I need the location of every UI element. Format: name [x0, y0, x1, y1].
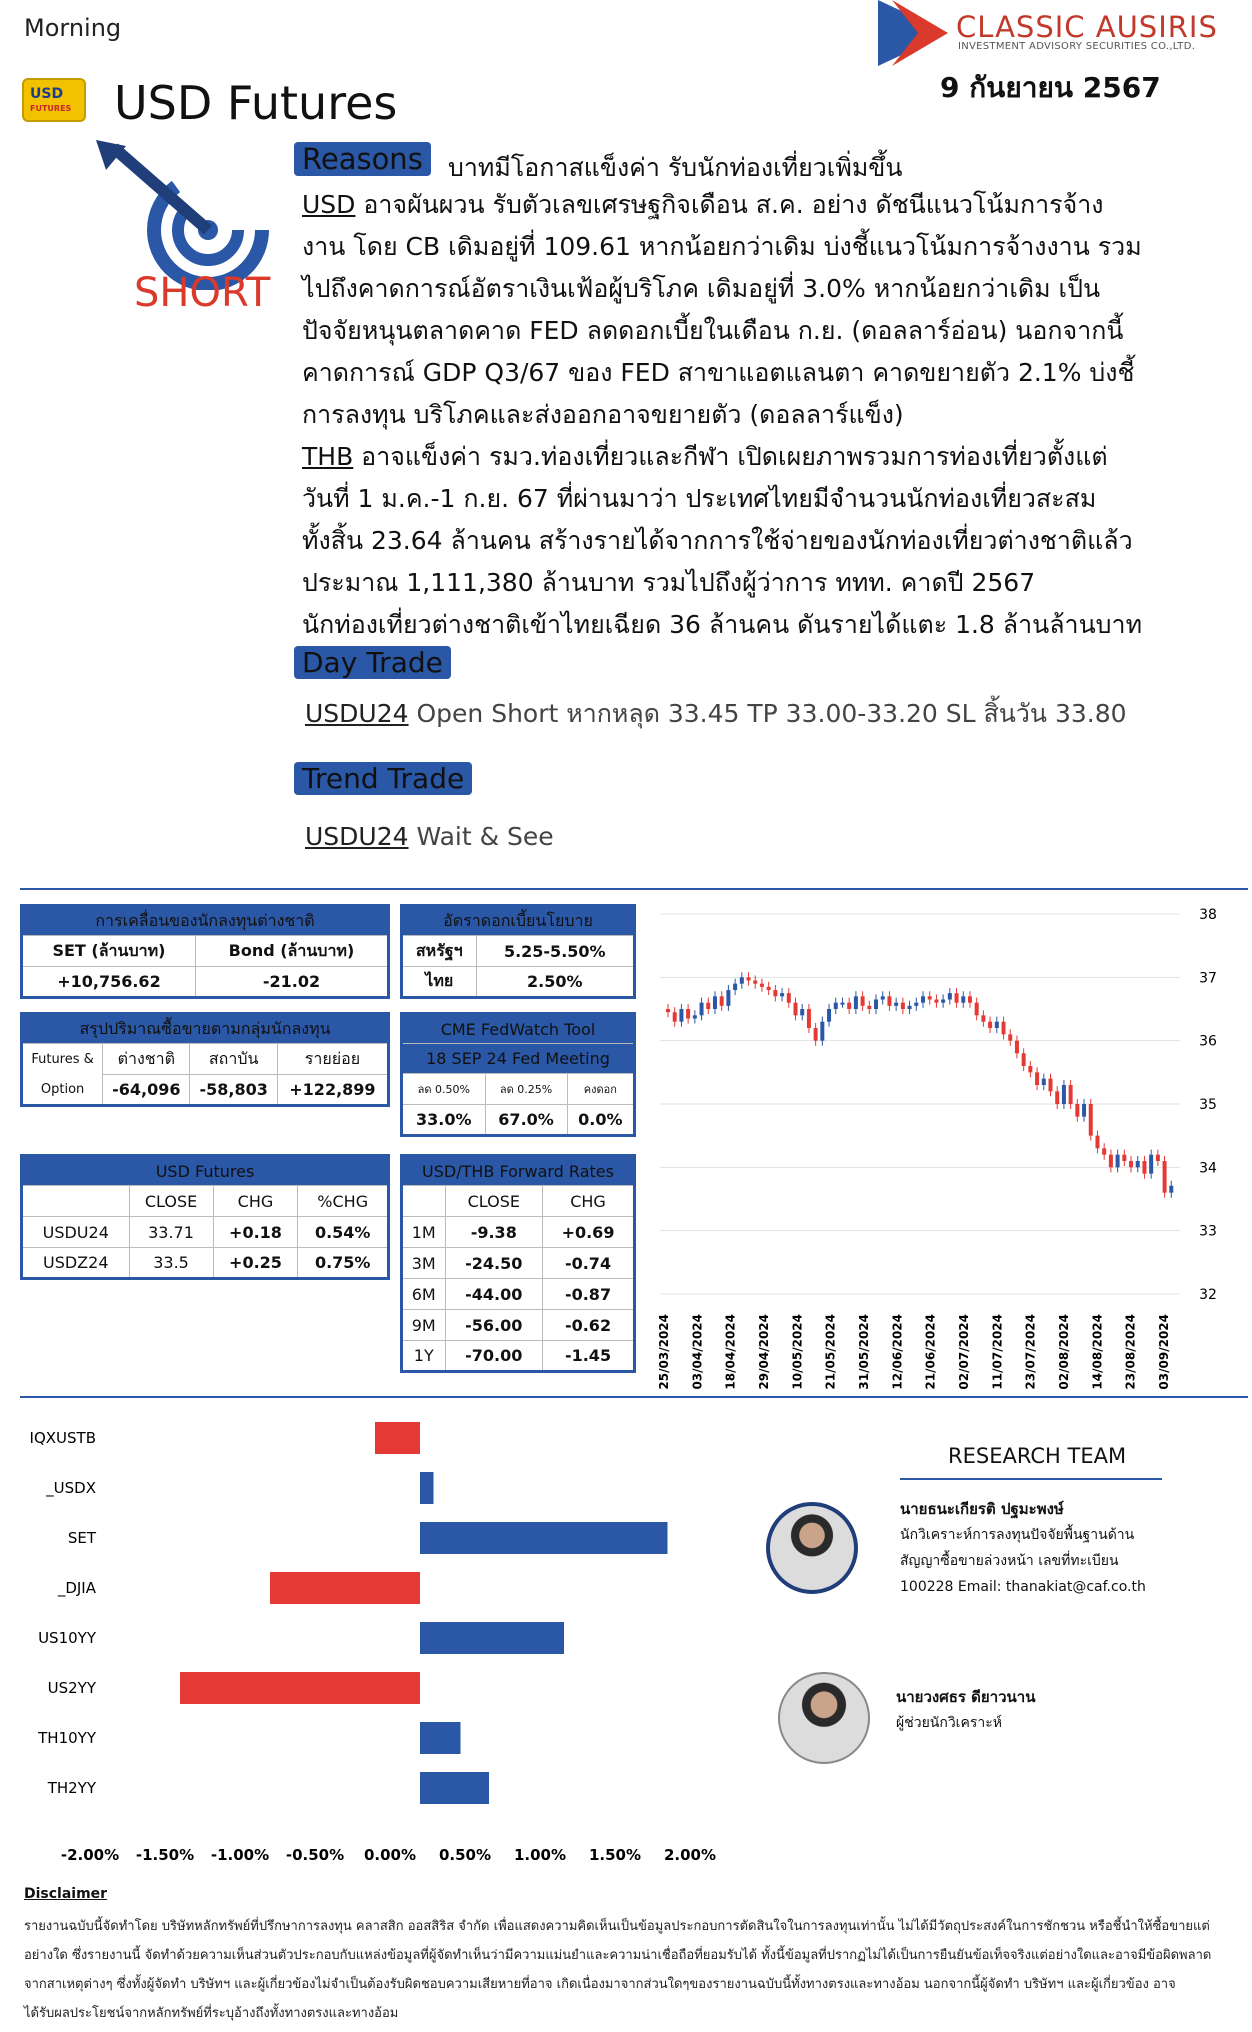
candle-body: [1028, 1066, 1032, 1072]
usd-futures-table: USD Futures CLOSE CHG %CHG USDU24 33.71 +0.18 0.54% USDZ24 33.5 +0.25 0.75%: [20, 1154, 390, 1280]
x-tick-label: 1.50%: [588, 1846, 642, 1864]
candle-body: [800, 1009, 804, 1015]
reasons-headline: บาทมีโอกาสแข็งค่า รับนักท่องเที่ยวเพิ่มขึ้น: [448, 153, 903, 182]
candle-body: [1109, 1155, 1113, 1168]
x-tick-label: -0.50%: [285, 1846, 345, 1864]
x-tick-label: 25/03/2024: [657, 1314, 671, 1390]
category-label: TH10YY: [38, 1729, 96, 1747]
candle-body: [706, 1003, 710, 1009]
candle-body: [1062, 1085, 1066, 1104]
thb-line-1: THB อาจแข็งค่า รมว.ท่องเที่ยวและกีฬา เปิดเผยภาพรวมการท่องเที่ยวตั้งแต่: [302, 442, 1108, 471]
candle-body: [814, 1028, 818, 1041]
reasons-tag: Reasons: [294, 142, 431, 176]
x-tick-label: 02/08/2024: [1057, 1314, 1071, 1390]
analyst-1-info: [900, 1496, 1146, 1600]
candle-body: [713, 996, 717, 1009]
candle-body: [840, 1003, 844, 1005]
category-label: _DJIA: [57, 1579, 96, 1597]
candle-body: [1002, 1022, 1006, 1035]
candle-body: [686, 1009, 690, 1019]
x-tick-label: 0.50%: [438, 1846, 492, 1864]
candle-body: [1089, 1104, 1093, 1136]
candle-body: [1169, 1186, 1173, 1193]
fedwatch-meeting: 18 SEP 24 Fed Meeting: [402, 1044, 635, 1074]
thb-line-2: วันที่ 1 ม.ค.-1 ก.ย. 67 ที่ผ่านมาว่า ประเทศไทยมีจำนวนนักท่องเที่ยวสะสม: [302, 484, 1097, 513]
candle-body: [995, 1022, 999, 1028]
table-row: 6M -44.00 -0.87: [402, 1279, 635, 1310]
candle-body: [921, 996, 925, 1002]
candle-body: [1163, 1161, 1167, 1193]
candle-body: [1142, 1161, 1146, 1174]
candle-body: [807, 1009, 811, 1028]
candle-body: [794, 1003, 798, 1016]
y-tick-label: 36: [1199, 1033, 1217, 1050]
candle-body: [941, 1000, 945, 1003]
x-tick-label: 18/04/2024: [723, 1314, 738, 1390]
usd-line-6: การลงทุน บริโภคและส่งออกอาจขยายตัว (ดอลลาร์แข็ง): [302, 400, 904, 429]
candle-body: [981, 1015, 985, 1021]
x-tick-label: 21/05/2024: [823, 1314, 838, 1390]
x-tick-label: 23/07/2024: [1023, 1314, 1038, 1390]
disclaimer-title: Disclaimer: [24, 1886, 108, 1902]
table-row: USDZ24 33.5 +0.25 0.75%: [22, 1248, 389, 1279]
usd-line-3: ไปถึงคาดการณ์อัตราเงินเฟ้อผู้บริโภค เดิมอยู่ที่ 3.0% หากน้อยกว่าเดิม เป็น: [302, 274, 1101, 303]
usd-line-4: ปัจจัยหนุนตลาดคาด FED ลดดอกเบี้ยในเดือน ก.ย. (ดอลลาร์อ่อน) นอกจากนี้: [302, 316, 1124, 345]
bar: [180, 1672, 420, 1704]
candle-body: [867, 1006, 871, 1009]
forward-rates-table: USD/THB Forward Rates CLOSE CHG 1M -9.38 +0.69 3M -24.50 -0.74 6M -44.00 -0.87 9M -56.00 -0.62 1Y -70.00 -1.45: [400, 1154, 636, 1373]
candle-body: [928, 996, 932, 999]
candle-body: [733, 984, 737, 990]
x-tick-label: 03/09/2024: [1157, 1314, 1171, 1390]
thb-paragraph: [302, 436, 1162, 646]
analyst-1-name: นายธนะเกียรติ ปฐมะพงษ์: [900, 1500, 1064, 1518]
brand-logo-icon: [878, 0, 948, 66]
candle-body: [1116, 1155, 1120, 1168]
candle-body: [1129, 1161, 1133, 1167]
candle-body: [887, 996, 891, 1006]
y-tick-label: 32: [1199, 1287, 1217, 1303]
candle-body: [820, 1022, 824, 1041]
candle-body: [934, 1000, 938, 1003]
usd-label: USD: [302, 190, 356, 219]
candle-body: [874, 1000, 878, 1010]
analyst-1-avatar: [766, 1502, 858, 1594]
candle-body: [753, 981, 757, 984]
divider-bottom: [20, 1396, 1248, 1398]
bar: [375, 1422, 420, 1454]
candle-body: [914, 1003, 918, 1006]
day-trade-line: [305, 694, 1127, 734]
candle-body: [827, 1009, 831, 1022]
candle-body: [1042, 1079, 1046, 1085]
candle-body: [1082, 1104, 1086, 1117]
x-tick-label: 11/07/2024: [990, 1314, 1005, 1390]
candle-body: [1055, 1091, 1059, 1104]
bar: [420, 1522, 668, 1554]
bar: [420, 1622, 564, 1654]
candle-body: [975, 1003, 979, 1016]
candle-body: [1156, 1155, 1160, 1161]
signal-label: SHORT: [134, 270, 271, 316]
candle-body: [747, 977, 751, 980]
candle-body: [961, 996, 965, 1002]
thb-line-4: ประมาณ 1,111,380 ล้านบาท รวมไปถึงผู้ว่าการ ททท. คาดปี 2567: [302, 568, 1036, 597]
day-trade-tag: Day Trade: [294, 646, 451, 679]
candle-body: [666, 1009, 670, 1012]
analyst-1-contact: 100228 Email: thanakiat@caf.co.th: [900, 1579, 1146, 1595]
thb-line-3: ทั้งสิ้น 23.64 ล้านคน สร้างรายได้จากการใช้จ่ายของนักท่องเที่ยวต่างชาติแล้ว: [302, 526, 1133, 555]
x-tick-label: 1.00%: [513, 1846, 567, 1864]
brand-subtitle: INVESTMENT ADVISORY SECURITIES CO.,LTD.: [958, 41, 1196, 52]
category-label: TH2YY: [47, 1779, 96, 1797]
y-tick-label: 38: [1199, 907, 1217, 923]
candle-body: [693, 1015, 697, 1018]
candle-body: [948, 993, 952, 999]
candle-body: [1149, 1155, 1153, 1174]
report-date: 9 กันยายน 2567: [940, 71, 1161, 104]
candle-body: [700, 1003, 704, 1016]
x-tick-label: 31/05/2024: [857, 1314, 871, 1390]
x-tick-label: 29/04/2024: [757, 1314, 771, 1390]
logo-text: USD: [30, 86, 64, 102]
research-team-underline: [900, 1478, 1162, 1480]
foreign-flow-title: การเคลื่อนของนักลงทุนต่างชาติ: [22, 906, 389, 936]
candle-body: [854, 996, 858, 1009]
candle-body: [1035, 1072, 1039, 1085]
usd-futures-logo-icon: [22, 78, 86, 122]
candle-body: [760, 984, 764, 987]
x-tick-label: -1.00%: [210, 1846, 270, 1864]
x-tick-label: 2.00%: [663, 1846, 717, 1864]
page-title: USD Futures: [114, 76, 398, 130]
candle-body: [908, 1006, 912, 1009]
x-tick-label: 23/08/2024: [1123, 1314, 1138, 1390]
analyst-1-role: นักวิเคราะห์การลงทุนปัจจัยพื้นฐานด้าน: [900, 1527, 1135, 1543]
candle-body: [673, 1012, 677, 1022]
trend-trade-text: Wait & See: [408, 822, 554, 851]
y-tick-label: 35: [1199, 1097, 1217, 1113]
bar: [420, 1472, 434, 1504]
candle-body: [894, 1003, 898, 1006]
candle-body: [787, 993, 791, 1003]
x-tick-label: -2.00%: [60, 1846, 120, 1864]
category-label: IQXUSTB: [29, 1429, 96, 1447]
usd-thb-candlestick-chart: [650, 896, 1250, 1396]
investor-summary-table: สรุปปริมาณซื้อขายตามกลุ่มนักลงทุน Futures & ต่างชาติ สถาบัน รายย่อย Option -64,096 -58,803 +122,899: [20, 1012, 390, 1107]
candle-body: [1069, 1085, 1073, 1104]
candle-body: [720, 996, 724, 1006]
category-label: _USDX: [46, 1479, 96, 1497]
candle-body: [1122, 1155, 1126, 1161]
x-tick-label: 0.00%: [363, 1846, 417, 1864]
brand-name: CLASSIC AUSIRIS: [956, 10, 1218, 44]
candle-body: [955, 993, 959, 1003]
analyst-1-role2: สัญญาซื้อขายล่วงหน้า เลขที่ทะเบียน: [900, 1553, 1119, 1569]
candle-body: [1015, 1041, 1019, 1054]
candle-body: [988, 1022, 992, 1028]
logo-subtext: FUTURES: [30, 104, 72, 113]
foreign-flow-table: การเคลื่อนของนักลงทุนต่างชาติ SET (ล้านบาท) Bond (ล้านบาท) +10,756.62 -21.02: [20, 904, 390, 999]
divider-top: [20, 888, 1248, 890]
candle-body: [679, 1009, 683, 1022]
investor-summary-title: สรุปปริมาณซื้อขายตามกลุ่มนักลงทุน: [22, 1014, 389, 1044]
y-tick-label: 34: [1199, 1160, 1217, 1177]
candle-body: [1022, 1053, 1026, 1066]
candle-body: [1075, 1104, 1079, 1117]
usd-line-1: USD อาจผันผวน รับตัวเลขเศรษฐกิจเดือน ส.ค. อย่าง ดัชนีแนวโน้มการจ้าง: [302, 190, 1104, 219]
fedwatch-title: CME FedWatch Tool: [402, 1014, 635, 1044]
candle-body: [968, 996, 972, 1002]
table-row: 9M -56.00 -0.62: [402, 1310, 635, 1341]
candle-body: [767, 987, 771, 990]
thb-line-5: นักท่องเที่ยวต่างชาติเข้าไทยเฉียด 36 ล้านคน ดันรายได้แตะ 1.8 ล้านล้านบาท: [302, 610, 1143, 639]
usd-line-2: งาน โดย CB เดิมอยู่ที่ 109.61 หากน้อยกว่าเดิม บ่งชี้แนวโน้มการจ้างงาน รวม: [302, 232, 1142, 261]
x-tick-label: 03/04/2024: [690, 1314, 705, 1390]
table-row: 1Y -70.00 -1.45: [402, 1341, 635, 1372]
x-tick-label: 21/06/2024: [923, 1314, 938, 1390]
policy-rate-table: อัตราดอกเบี้ยนโยบาย สหรัฐฯ 5.25-5.50% ไทย 2.50%: [400, 904, 636, 999]
table-row: 1M -9.38 +0.69: [402, 1217, 635, 1248]
candle-body: [1095, 1136, 1099, 1149]
candle-body: [861, 996, 865, 1006]
analyst-2-role: ผู้ช่วยนักวิเคราะห์: [896, 1715, 1002, 1731]
analyst-2-name: นายวงศธร ดียาวนาน: [896, 1688, 1036, 1706]
disclaimer-text: รายงานฉบับนี้จัดทำโดย บริษัทหลักทรัพย์ที่ปรึกษาการลงทุน คลาสสิก ออสสิริส จำกัด เพื่อแสดงความคิดเห็นเป็นข้อมูลประกอบการตัดสินใจในการลงทุนเท่านั้น ไม่ได้มีวัตถุประสงค์ในการชักชวน หรือชี้นำให้ซื้อขายแต่ อย่างใด ซึ่งรายงานนี้ จัดทำด้วยความเห็นส่วนตัวประกอบกับแหล่งข้อมูลที่ผู้จัดทำเห็นว่ามีความแม่นยำและความน่าเชื่อถือที่ยอมรับได้ ทั้งนี้ข้อมูลที่ปรากฏไม่ได้เป็นการยืนยันข้อเท็จจริงแต่อย่างใดและอาจมีข้อผิดพลาด จากสาเหตุต่างๆ ซึ่งทั้งผู้จัดทำ บริษัทฯ และผู้เกี่ยวข้องไม่จำเป็นต้องรับผิดชอบความเสียหายที่อาจ เกิดเนื่องมาจากส่วนใดๆของรายงานฉบับนี้ทั้งทางตรงและทางอ้อม นอกจากนี้ผู้จัดทำ บริษัทฯ และผู้เกี่ยวข้อง อาจ ได้รับผลประโยชน์จากหลักทรัพย์ที่ระบุอ้างถึงทั้งทางตรงและทางอ้อม: [24, 1919, 1212, 2021]
x-tick-label: 10/05/2024: [790, 1314, 805, 1390]
day-trade-symbol: USDU24: [305, 699, 409, 728]
policy-rate-title: อัตราดอกเบี้ยนโยบาย: [402, 906, 635, 936]
research-team-title: RESEARCH TEAM: [948, 1444, 1127, 1468]
day-trade-text: Open Short หากหลุด 33.45 TP 33.00-33.20 SL สิ้นวัน 33.80: [408, 699, 1127, 728]
x-tick-label: -1.50%: [135, 1846, 195, 1864]
market-change-bar-chart: [20, 1410, 740, 1870]
candle-body: [881, 996, 885, 999]
forward-rates-title: USD/THB Forward Rates: [402, 1156, 635, 1186]
table-row: USDU24 33.71 +0.18 0.54%: [22, 1217, 389, 1248]
candle-body: [780, 993, 784, 996]
bar: [270, 1572, 420, 1604]
trend-trade-symbol: USDU24: [305, 822, 409, 851]
bar: [420, 1722, 461, 1754]
analyst-2-avatar: [778, 1672, 870, 1764]
target-arrow-icon: [96, 140, 286, 290]
y-tick-label: 37: [1199, 970, 1217, 987]
candle-body: [1049, 1079, 1053, 1092]
usd-line-5: คาดการณ์ GDP Q3/67 ของ FED สาขาแอตแลนตา คาดขยายตัว 2.1% บ่งชี้: [302, 358, 1135, 387]
analyst-2-info: [896, 1684, 1035, 1736]
x-tick-label: 02/07/2024: [957, 1314, 971, 1390]
fedwatch-table: CME FedWatch Tool 18 SEP 24 Fed Meeting ลด 0.50% ลด 0.25% คงดอก 33.0% 67.0% 0.0%: [400, 1012, 636, 1137]
trend-trade-tag: Trend Trade: [294, 762, 472, 795]
x-tick-label: 12/06/2024: [890, 1314, 905, 1390]
candle-body: [1102, 1148, 1106, 1154]
candle-body: [847, 1003, 851, 1009]
candle-body: [834, 1003, 838, 1009]
thb-label: THB: [302, 442, 354, 471]
category-label: US2YY: [47, 1679, 96, 1697]
category-label: SET: [67, 1529, 96, 1547]
session-label: Morning: [24, 14, 122, 42]
usd-paragraph: [302, 184, 1162, 436]
y-tick-label: 33: [1199, 1223, 1217, 1240]
usd-futures-table-title: USD Futures: [22, 1156, 389, 1186]
x-tick-label: 14/08/2024: [1090, 1314, 1105, 1390]
candle-body: [740, 977, 744, 983]
table-row: 3M -24.50 -0.74: [402, 1248, 635, 1279]
candle-body: [1008, 1034, 1012, 1040]
trend-trade-line: [305, 822, 554, 851]
candle-body: [1136, 1161, 1140, 1167]
bar: [420, 1772, 489, 1804]
candle-body: [773, 990, 777, 996]
candle-body: [726, 990, 730, 1006]
category-label: US10YY: [38, 1629, 96, 1647]
candle-body: [901, 1003, 905, 1009]
